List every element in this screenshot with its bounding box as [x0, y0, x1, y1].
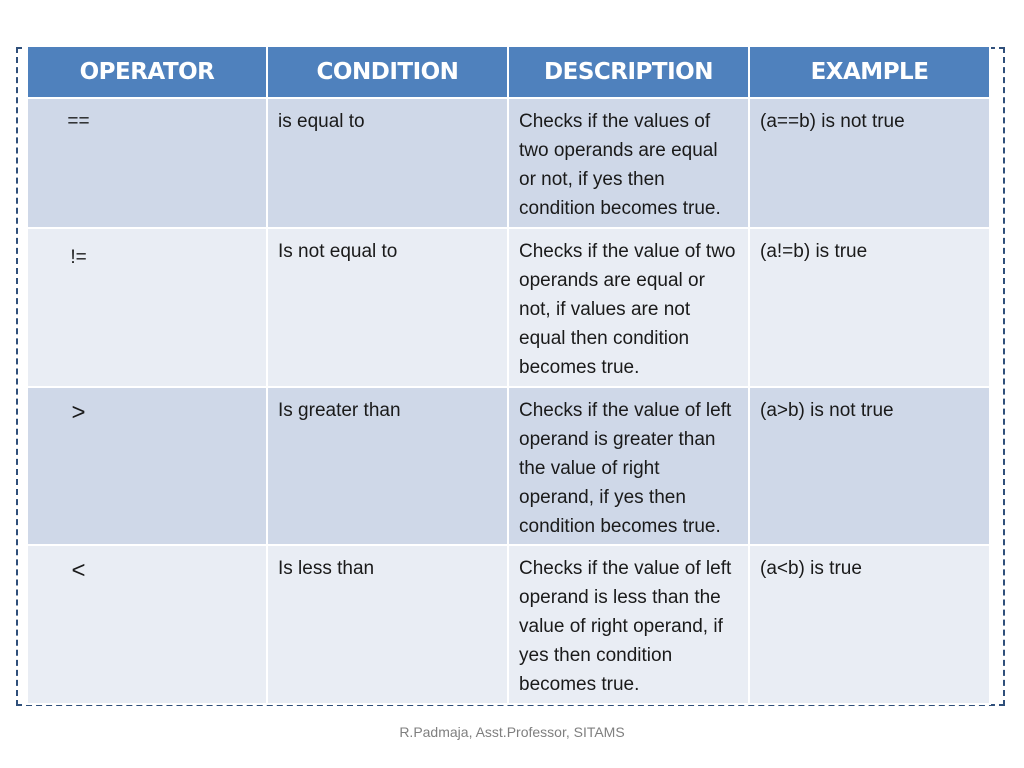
condition-cell: Is not equal to	[267, 228, 508, 387]
table-row	[27, 98, 990, 228]
description-cell: Checks if the values of two operands are equal or not, if yes then condition becomes true.	[508, 98, 749, 228]
condition-cell: Is less than	[267, 545, 508, 704]
description-cell: Checks if the value of left operand is greater than the value of right operand, if yes then condition becomes true.	[508, 387, 749, 545]
header-example: EXAMPLE	[749, 46, 990, 98]
description-cell: Checks if the value of two operands are equal or not, if values are not equal then condition becomes true.	[508, 228, 749, 387]
operator-cell: ==	[27, 98, 267, 228]
footer-credit: R.Padmaja, Asst.Professor, SITAMS	[399, 724, 625, 740]
table-header-row	[27, 46, 990, 98]
example-cell: (a==b) is not true	[749, 98, 990, 228]
example-cell: (a!=b) is true	[749, 228, 990, 387]
table-row	[27, 545, 990, 704]
table-row	[27, 228, 990, 387]
operator-cell: >	[27, 387, 267, 545]
condition-cell: Is greater than	[267, 387, 508, 545]
condition-cell: is equal to	[267, 98, 508, 228]
operator-cell: <	[27, 545, 267, 704]
table-row	[27, 387, 990, 545]
description-cell: Checks if the value of left operand is less than the value of right operand, if yes then condition becomes true.	[508, 545, 749, 704]
example-cell: (a<b) is true	[749, 545, 990, 704]
example-cell: (a>b) is not true	[749, 387, 990, 545]
header-condition: CONDITION	[267, 46, 508, 98]
header-description: DESCRIPTION	[508, 46, 749, 98]
header-operator: OPERATOR	[27, 46, 267, 98]
relational-operators-table	[26, 45, 991, 705]
operator-cell: !=	[27, 228, 267, 387]
